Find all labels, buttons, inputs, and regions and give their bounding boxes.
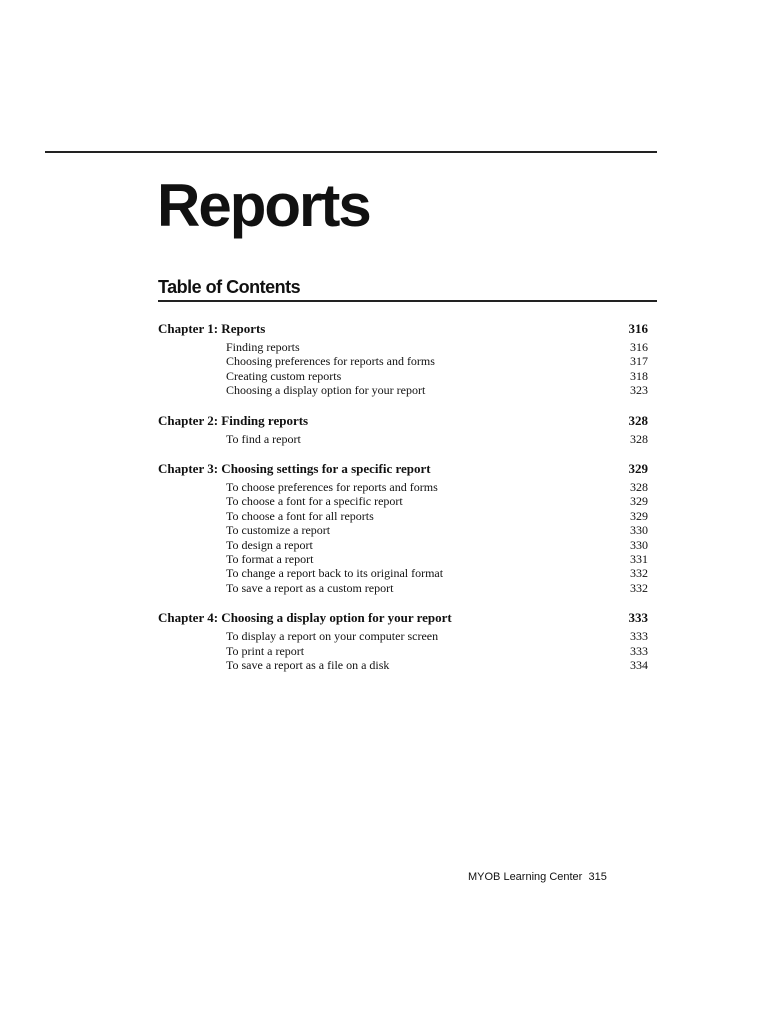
- toc-entry-page: 316: [630, 340, 648, 354]
- toc-entry-page: 330: [630, 523, 648, 538]
- toc-chapter-title: Chapter 4: Choosing a display option for your report: [158, 610, 452, 626]
- toc-entry-page: 318: [630, 368, 648, 383]
- top-divider: [45, 151, 657, 153]
- toc-entry-title: To choose a font for all reports: [226, 508, 374, 523]
- toc-entry-page: 332: [630, 580, 648, 595]
- toc-chapter-page: 329: [628, 461, 648, 477]
- toc-entry-title: To save a report as a custom report: [226, 580, 394, 595]
- toc-entry-page: 333: [630, 629, 648, 644]
- toc-entry[interactable]: [158, 581, 648, 595]
- toc-chapter-row[interactable]: [158, 412, 648, 429]
- toc-chapter: [158, 412, 648, 446]
- toc-entry[interactable]: [158, 629, 648, 643]
- toc-heading: Table of Contents: [158, 277, 301, 297]
- toc-entry[interactable]: [158, 658, 648, 672]
- toc-entry[interactable]: [158, 523, 648, 537]
- toc-entry-page: 333: [630, 643, 648, 658]
- toc-entry-title: Choosing a display option for your report: [226, 383, 426, 398]
- toc-entry[interactable]: [158, 538, 648, 552]
- toc-entry-title: To print a report: [226, 643, 305, 658]
- toc-chapter: [158, 320, 648, 398]
- toc-entry[interactable]: [158, 509, 648, 523]
- toc-divider: [158, 300, 657, 302]
- toc-chapter-page: 316: [628, 321, 648, 336]
- page-footer: [468, 871, 607, 883]
- toc-entry[interactable]: [158, 644, 648, 658]
- toc-entry-title: To save a report as a file on a disk: [226, 658, 390, 673]
- toc-entry-page: 330: [630, 537, 648, 552]
- toc-entry-title: To format a report: [226, 552, 314, 567]
- table-of-contents: [158, 320, 648, 687]
- toc-chapter-row[interactable]: [158, 460, 648, 477]
- toc-entry-title: To choose a font for a specific report: [226, 494, 403, 509]
- toc-entry-title: To change a report back to its original format: [226, 566, 444, 581]
- toc-entry-title: To choose preferences for reports and forms: [226, 480, 438, 495]
- toc-entry-page: 329: [630, 508, 648, 523]
- toc-entry-page: 328: [630, 480, 648, 495]
- footer-page-number: 315: [588, 871, 607, 883]
- toc-chapter-row[interactable]: [158, 320, 648, 337]
- page-title: Reports: [157, 172, 370, 239]
- toc-entry[interactable]: [158, 383, 648, 397]
- toc-chapter-row[interactable]: [158, 609, 648, 626]
- toc-entry[interactable]: [158, 494, 648, 508]
- toc-entry[interactable]: [158, 552, 648, 566]
- toc-chapter-title: Chapter 3: Choosing settings for a specific report: [158, 461, 431, 477]
- toc-entry-title: Finding reports: [226, 340, 300, 354]
- toc-entry[interactable]: [158, 432, 648, 446]
- toc-chapter-title: Chapter 2: Finding reports: [158, 412, 309, 428]
- toc-chapter: [158, 609, 648, 672]
- toc-entry[interactable]: [158, 566, 648, 580]
- toc-chapter-page: 333: [628, 610, 648, 626]
- toc-entry-page: 331: [630, 552, 648, 567]
- footer-text: MYOB Learning Center: [468, 871, 583, 883]
- toc-entry-page: 317: [630, 354, 648, 369]
- toc-entry-page: 332: [630, 566, 648, 581]
- toc-entry[interactable]: [158, 354, 648, 368]
- toc-entry-page: 334: [630, 658, 648, 673]
- toc-entry-title: To customize a report: [226, 523, 331, 538]
- toc-entry-title: To find a report: [226, 431, 301, 446]
- toc-entry[interactable]: [158, 340, 648, 354]
- toc-entry-page: 328: [630, 431, 648, 446]
- toc-entry[interactable]: [158, 369, 648, 383]
- toc-entry[interactable]: [158, 480, 648, 494]
- toc-entry-title: To display a report on your computer screen: [226, 629, 439, 644]
- toc-chapter: [158, 460, 648, 595]
- toc-chapter-title: Chapter 1: Reports: [158, 321, 266, 336]
- toc-entry-title: Creating custom reports: [226, 368, 342, 383]
- toc-entry-page: 329: [630, 494, 648, 509]
- toc-chapter-page: 328: [628, 412, 648, 428]
- toc-entry-title: Choosing preferences for reports and forms: [226, 354, 435, 369]
- toc-entry-page: 323: [630, 383, 648, 398]
- toc-entry-title: To design a report: [226, 537, 313, 552]
